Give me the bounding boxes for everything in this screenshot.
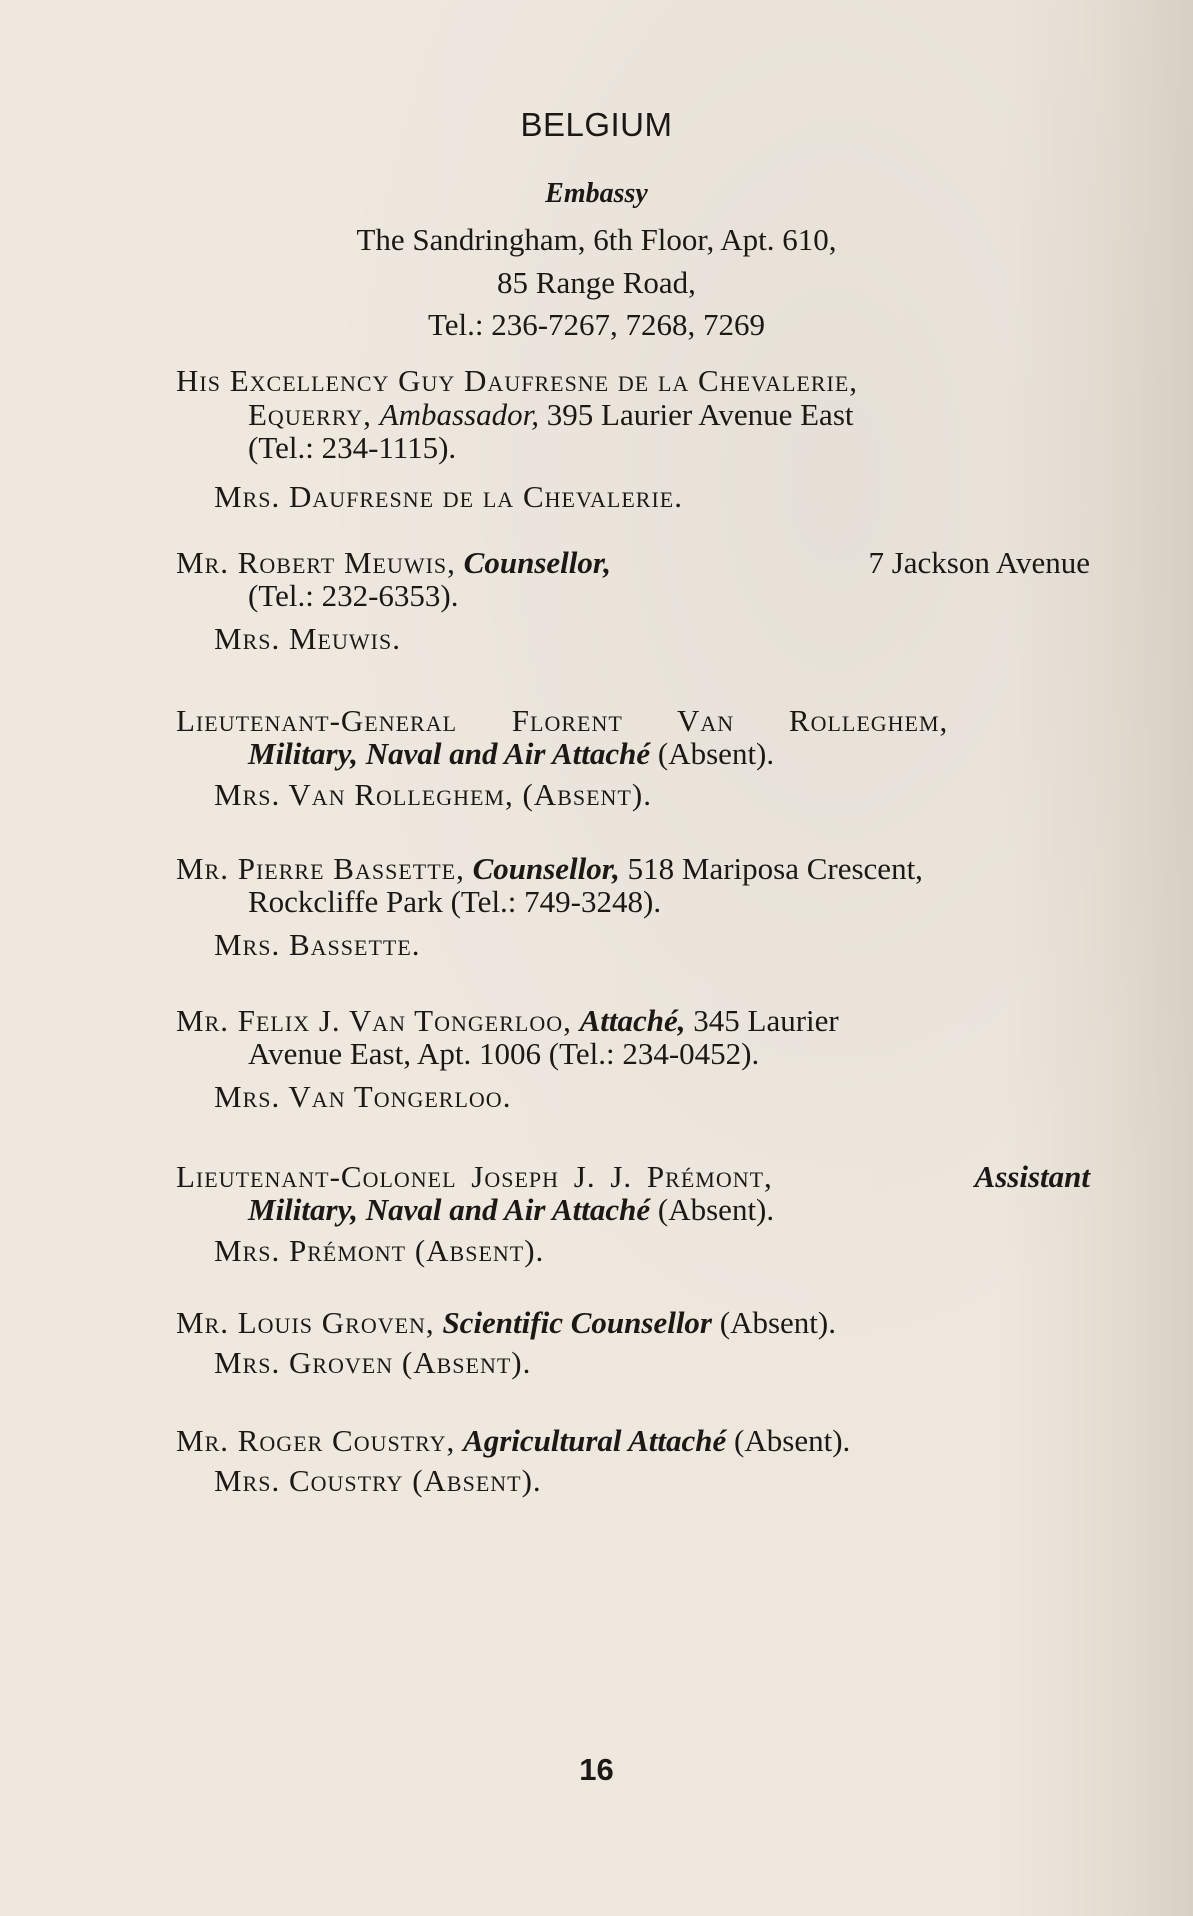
entry-status: (Absent). — [734, 1423, 851, 1458]
country-heading: BELGIUM — [520, 106, 673, 143]
entry-spouse: Mrs. Meuwis. — [214, 621, 401, 656]
entry-spouse: Mrs. Coustry (Absent). — [214, 1463, 542, 1498]
entry-title: Military, Naval and Air Attaché — [248, 736, 651, 771]
embassy-address-line1: The Sandringham, 6th Floor, Apt. 610, — [356, 222, 837, 257]
entry-address: 345 Laurier — [693, 1003, 839, 1038]
embassy-address-line2: 85 Range Road, — [497, 265, 696, 300]
entry-spouse: Mrs. Prémont (Absent). — [214, 1233, 545, 1268]
entry-name: Mr. Pierre Bassette, — [176, 851, 465, 886]
entry-title: Attaché, — [579, 1003, 686, 1038]
entry-title: Counsellor, — [472, 851, 620, 886]
entry-name: Mr. Robert Meuwis, — [176, 545, 456, 580]
entry-line — [176, 1193, 1090, 1226]
entry-name: Mr. Felix J. Van Tongerloo, — [176, 1003, 572, 1038]
entry-line — [176, 852, 1090, 885]
entry-address-cont: Avenue East, Apt. 1006 (Tel.: 234-0452). — [248, 1036, 760, 1071]
entry-name: His Excellency Guy Daufresne de la Chevalerie, — [176, 363, 859, 398]
entry-name: Lieutenant-Colonel Joseph J. J. Prémont, — [176, 1159, 773, 1194]
page-number: 16 — [579, 1752, 614, 1787]
entry-line — [176, 737, 1090, 770]
entry-counsellor-bassette — [176, 852, 1090, 918]
entry-spouse: Mrs. Van Rolleghem, (Absent). — [214, 777, 652, 812]
embassy-label: Embassy — [545, 178, 648, 209]
entry-spouse: Mrs. Bassette. — [214, 927, 421, 962]
entry-line — [176, 1424, 1090, 1457]
entry-line — [176, 1160, 1090, 1193]
entry-name: Lieutenant-General Florent Van Rolleghem, — [176, 703, 949, 738]
entry-title: Scientific Counsellor — [442, 1305, 712, 1340]
entry-title: Assistant — [974, 1159, 1090, 1194]
entry-status: (Absent). — [657, 736, 775, 771]
entry-spouse: Mrs. Groven (Absent). — [214, 1345, 532, 1380]
embassy-telephone: Tel.: 236-7267, 7268, 7269 — [427, 307, 766, 342]
entry-telephone: (Tel.: 232-6353). — [248, 578, 459, 613]
entry-address: 395 Laurier Avenue East — [546, 397, 854, 432]
entry-title-cont: Military, Naval and Air Attaché — [248, 1192, 651, 1227]
entry-ambassador — [176, 364, 1090, 464]
entry-status: (Absent). — [719, 1305, 836, 1340]
entry-line — [176, 546, 1090, 579]
entry-address: 518 Mariposa Crescent, — [627, 851, 923, 886]
entry-attache-van-tongerloo — [176, 1004, 1090, 1070]
entry-title: Counsellor, — [463, 545, 611, 580]
entry-line — [176, 1306, 1090, 1339]
entry-scientific-counsellor — [176, 1306, 1090, 1339]
entry-name: Mr. Roger Coustry, — [176, 1423, 456, 1458]
entry-military-attache — [176, 704, 1090, 770]
entry-assistant-attache — [176, 1160, 1090, 1226]
entry-title: Agricultural Attaché — [463, 1423, 727, 1458]
entry-address: 7 Jackson Avenue — [868, 545, 1090, 580]
entry-title: Ambassador, — [379, 397, 540, 432]
entry-name: Mr. Louis Groven, — [176, 1305, 435, 1340]
entry-line — [176, 1004, 1090, 1037]
entry-line — [176, 398, 1090, 431]
entry-spouse: Mrs. Van Tongerloo. — [214, 1079, 512, 1114]
entry-counsellor-meuwis — [176, 546, 1090, 612]
entry-telephone: (Tel.: 234-1115). — [248, 430, 457, 465]
entry-agricultural-attache — [176, 1424, 1090, 1457]
entry-status: (Absent). — [657, 1192, 775, 1227]
entry-name-cont: Equerry, — [248, 397, 372, 432]
entry-address-cont: Rockcliffe Park (Tel.: 749-3248). — [248, 884, 662, 919]
entry-spouse: Mrs. Daufresne de la Chevalerie. — [214, 479, 683, 514]
